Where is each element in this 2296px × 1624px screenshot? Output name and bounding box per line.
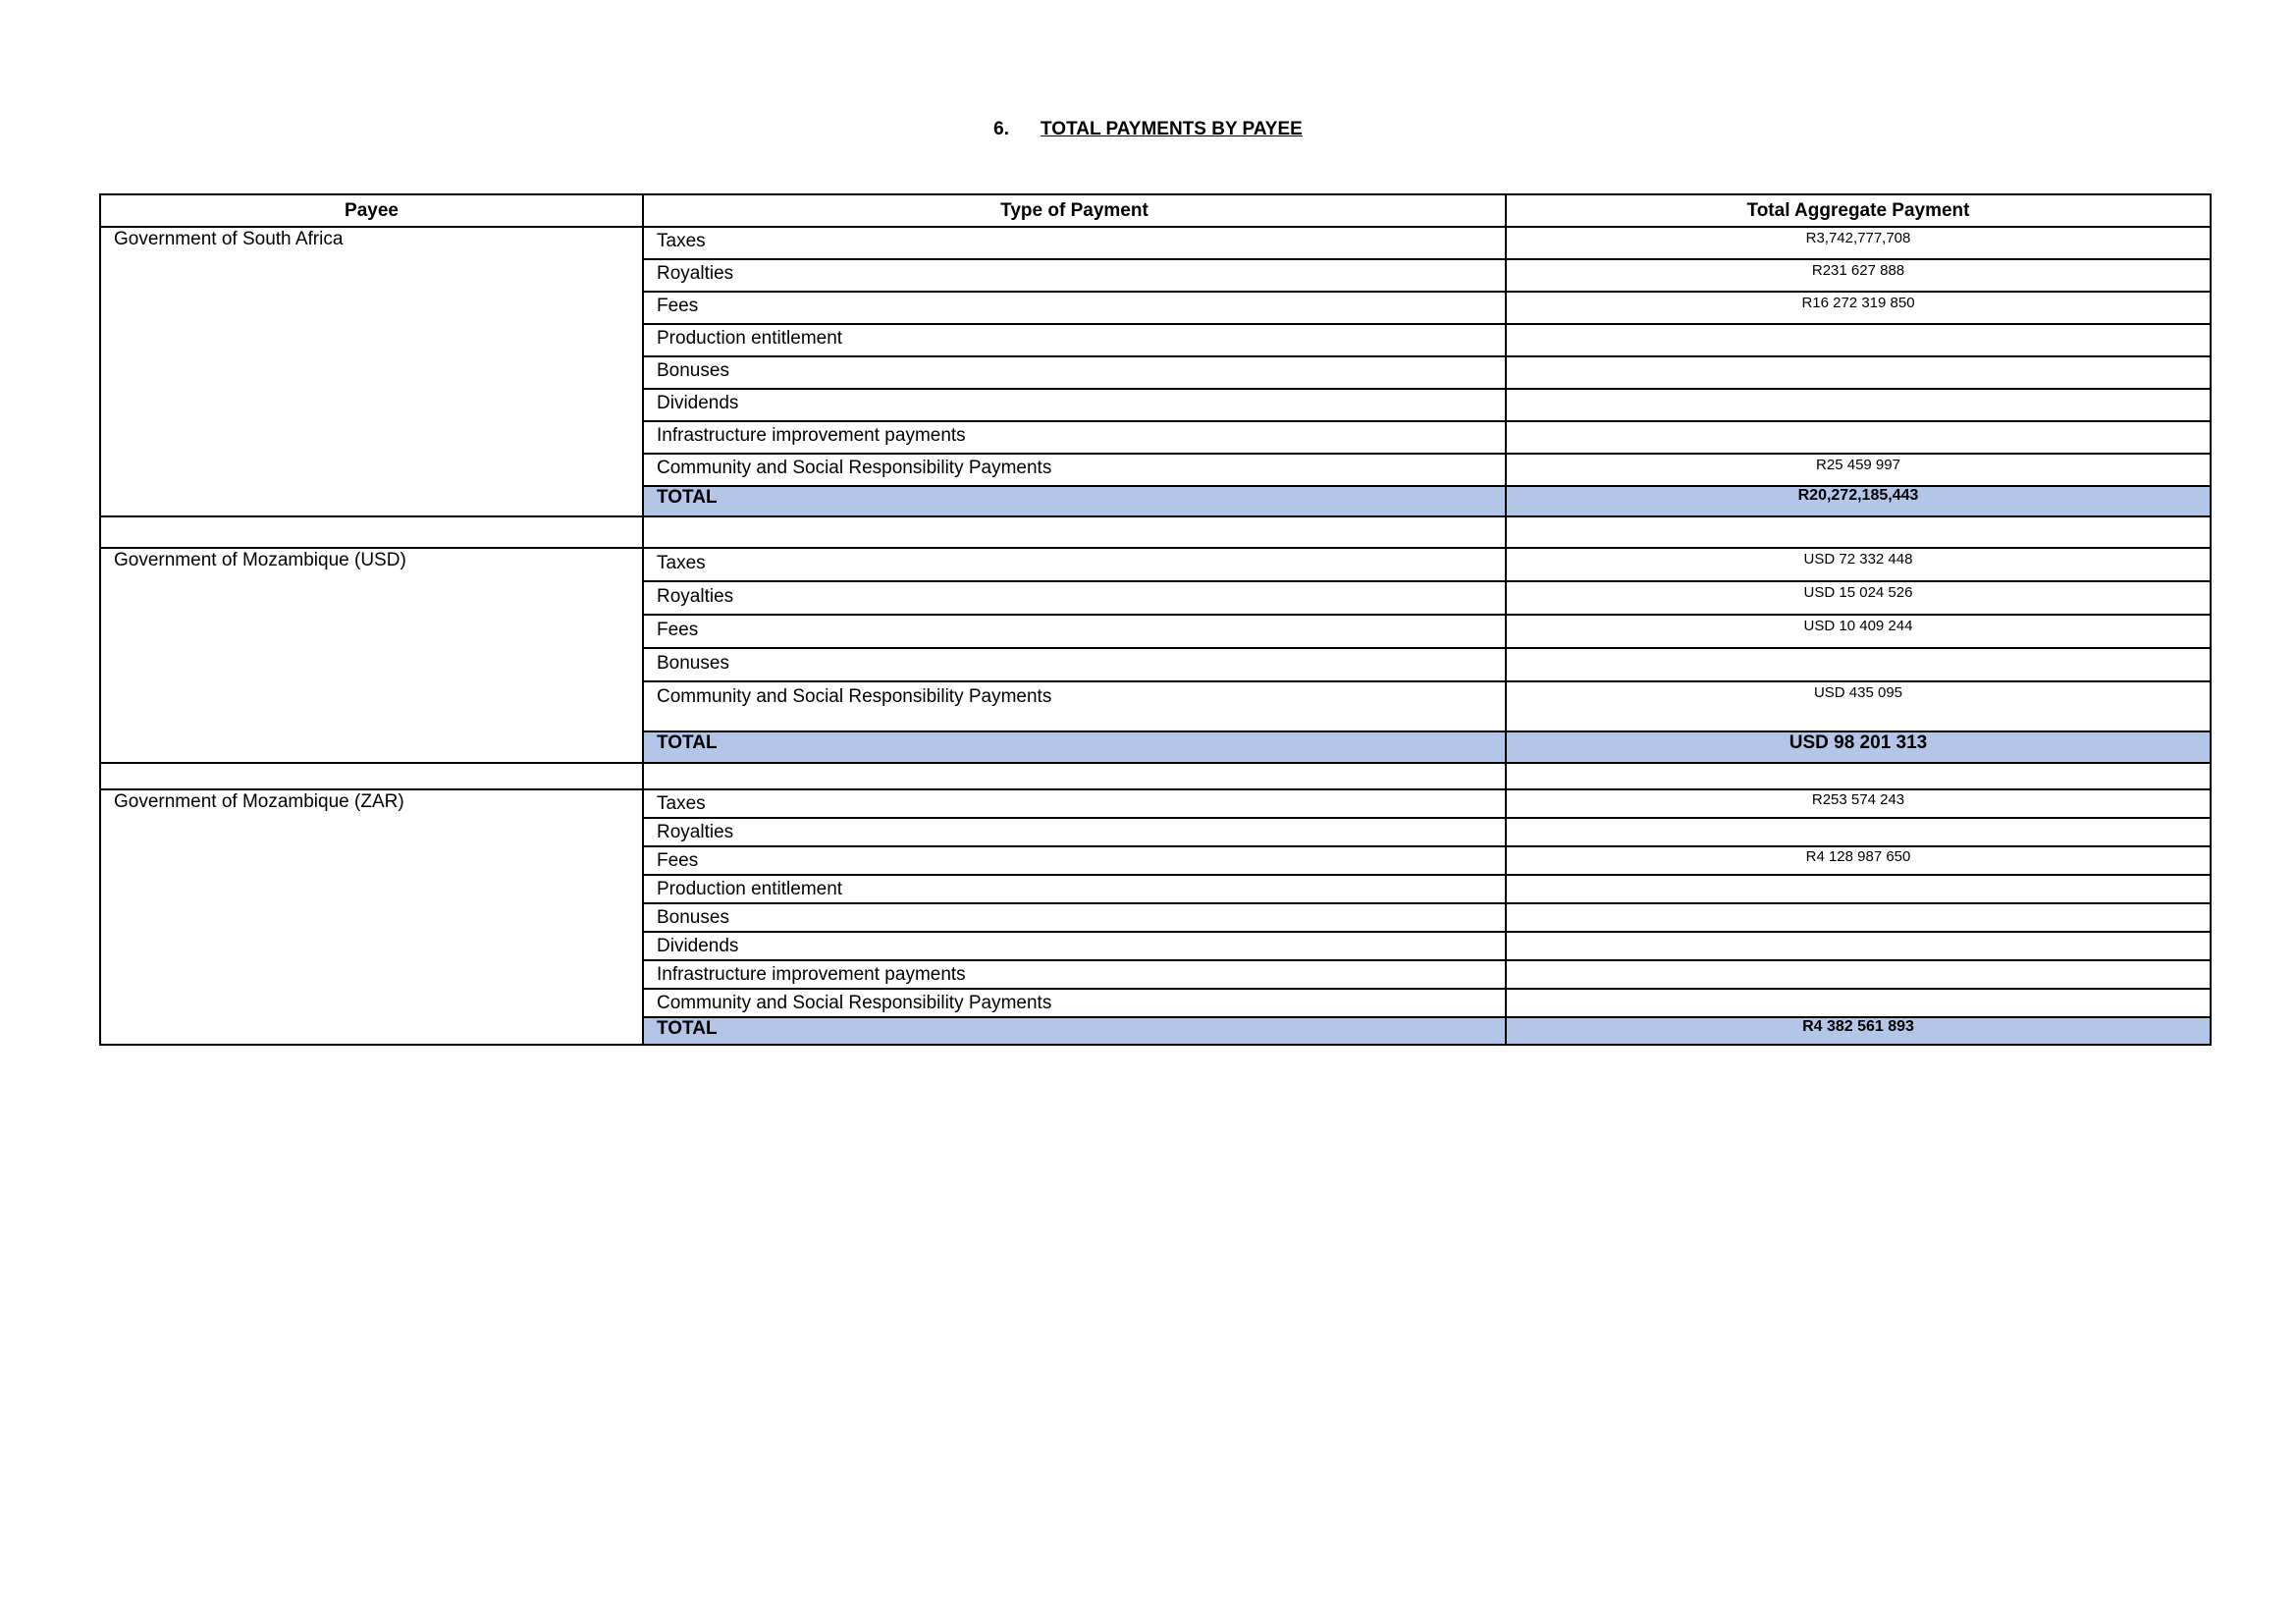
payment-type-cell: Royalties [643,259,1506,292]
payee-cell: Government of Mozambique (ZAR) [100,789,643,1045]
amount-cell: R16 272 319 850 [1506,292,2211,324]
column-header-type: Type of Payment [643,194,1506,227]
payment-type-cell: Fees [643,615,1506,648]
payee-cell: Government of South Africa [100,227,643,516]
payment-type-cell: Royalties [643,581,1506,615]
payment-type-cell: Taxes [643,548,1506,581]
payment-type-cell: Community and Social Responsibility Payments [643,454,1506,486]
amount-cell: R25 459 997 [1506,454,2211,486]
table-row [100,789,2211,818]
blank-cell [643,516,1506,548]
section-heading [0,118,2296,141]
payment-type-cell: Fees [643,846,1506,875]
payments-table [99,193,2212,1046]
amount-cell [1506,875,2211,903]
payment-type-cell: Bonuses [643,356,1506,389]
total-amount: USD 98 201 313 [1506,731,2211,763]
total-amount: R4 382 561 893 [1506,1017,2211,1045]
amount-cell: USD 72 332 448 [1506,548,2211,581]
amount-cell: USD 10 409 244 [1506,615,2211,648]
section-title: TOTAL PAYMENTS BY PAYEE [1041,119,1303,139]
table-row [100,227,2211,259]
payment-type-cell: Production entitlement [643,324,1506,356]
table-row [100,548,2211,581]
blank-cell [643,763,1506,789]
payment-type-cell: Fees [643,292,1506,324]
amount-cell [1506,356,2211,389]
total-label: TOTAL [643,731,1506,763]
amount-cell: USD 15 024 526 [1506,581,2211,615]
payee-cell: Government of Mozambique (USD) [100,548,643,763]
payment-type-cell: Bonuses [643,903,1506,932]
amount-cell [1506,903,2211,932]
amount-cell [1506,818,2211,846]
payment-type-cell: Community and Social Responsibility Payments [643,681,1506,731]
blank-cell [100,763,643,789]
amount-cell [1506,421,2211,454]
total-label: TOTAL [643,486,1506,516]
amount-cell: R253 574 243 [1506,789,2211,818]
amount-cell: R231 627 888 [1506,259,2211,292]
total-label: TOTAL [643,1017,1506,1045]
column-header-payee: Payee [100,194,643,227]
payment-type-cell: Community and Social Responsibility Payments [643,989,1506,1017]
amount-cell [1506,324,2211,356]
section-number: 6. [993,119,1010,139]
amount-cell [1506,932,2211,960]
amount-cell: USD 435 095 [1506,681,2211,731]
payment-type-cell: Infrastructure improvement payments [643,960,1506,989]
column-header-amount: Total Aggregate Payment [1506,194,2211,227]
amount-cell [1506,960,2211,989]
payment-type-cell: Production entitlement [643,875,1506,903]
blank-cell [1506,763,2211,789]
payment-type-cell: Dividends [643,932,1506,960]
payment-type-cell: Bonuses [643,648,1506,681]
payment-type-cell: Taxes [643,789,1506,818]
amount-cell [1506,389,2211,421]
payment-type-cell: Taxes [643,227,1506,259]
spacer-row [100,763,2211,789]
amount-cell: R3,742,777,708 [1506,227,2211,259]
blank-cell [100,516,643,548]
header-row [100,194,2211,227]
total-amount: R20,272,185,443 [1506,486,2211,516]
blank-cell [1506,516,2211,548]
amount-cell [1506,648,2211,681]
amount-cell: R4 128 987 650 [1506,846,2211,875]
amount-cell [1506,989,2211,1017]
payment-type-cell: Royalties [643,818,1506,846]
payment-type-cell: Dividends [643,389,1506,421]
payment-type-cell: Infrastructure improvement payments [643,421,1506,454]
spacer-row [100,516,2211,548]
